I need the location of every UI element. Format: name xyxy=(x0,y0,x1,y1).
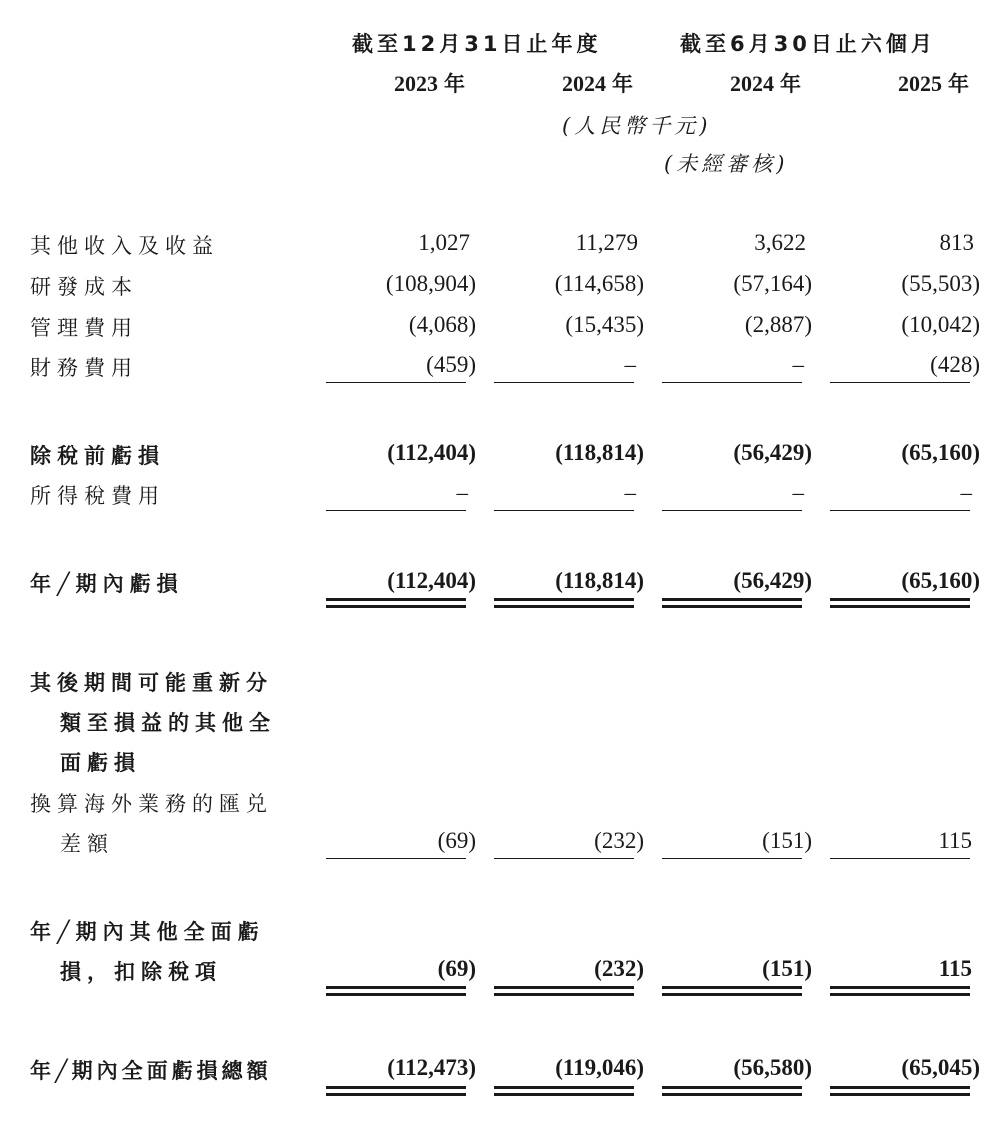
value-admin-expenses-col4: (10,042) xyxy=(901,312,980,337)
value-income-tax-col1: – xyxy=(456,480,468,505)
value-other-income-col3: 3,622 xyxy=(754,230,806,255)
year-header-col4: 2025 年 xyxy=(898,71,969,96)
value-fx-diff-col1: (69) xyxy=(437,828,476,853)
value-other-income-col4: 813 xyxy=(939,230,974,255)
tax-rule-col3 xyxy=(662,510,802,511)
fx-rule-col1 xyxy=(326,858,466,859)
double-rule-loss-col1 xyxy=(326,598,466,608)
row-label-fx-diff-line1: 換算海外業務的匯兑 xyxy=(30,792,273,816)
double-rule-total-col1 xyxy=(326,1086,466,1096)
value-total-comprehensive-loss-col1: (112,473) xyxy=(387,1055,476,1080)
value-other-income-col1: 1,027 xyxy=(418,230,470,255)
value-rd-cost-col2: (114,658) xyxy=(554,271,644,296)
value-admin-expenses-col1: (4,068) xyxy=(408,312,476,337)
section-label-oci-line1: 其後期間可能重新分 xyxy=(30,671,273,695)
header-fiscal-year-group: 截至12月31日止年度 xyxy=(352,32,602,56)
value-finance-costs-col3: – xyxy=(792,352,804,377)
section-label-oci-line2: 類至損益的其他全 xyxy=(60,711,276,735)
fx-rule-col3 xyxy=(662,858,802,859)
double-rule-total-col4 xyxy=(830,1086,970,1096)
value-loss-before-tax-col2: (118,814) xyxy=(555,440,644,465)
section-label-oci-line3: 面虧損 xyxy=(60,751,141,775)
value-total-comprehensive-loss-col3: (56,580) xyxy=(733,1055,812,1080)
value-other-income-col2: 11,279 xyxy=(575,230,638,255)
year-header-col2: 2024 年 xyxy=(562,71,633,96)
fx-rule-col4 xyxy=(830,858,970,859)
value-rd-cost-col3: (57,164) xyxy=(733,271,812,296)
double-rule-total-col3 xyxy=(662,1086,802,1096)
value-fx-diff-col4: 115 xyxy=(938,828,972,853)
row-label-admin-expenses: 管理費用 xyxy=(30,316,138,340)
value-fx-diff-col2: (232) xyxy=(594,828,644,853)
double-rule-loss-col3 xyxy=(662,598,802,608)
value-loss-for-period-col1: (112,404) xyxy=(387,568,476,593)
tax-rule-col1 xyxy=(326,510,466,511)
value-oci-total-col2: (232) xyxy=(594,956,644,981)
value-admin-expenses-col3: (2,887) xyxy=(744,312,812,337)
row-label-loss-for-period: 年╱期內虧損 xyxy=(30,572,184,596)
subtotal-rule-col2 xyxy=(494,382,634,383)
value-total-comprehensive-loss-col4: (65,045) xyxy=(901,1055,980,1080)
value-fx-diff-col3: (151) xyxy=(762,828,812,853)
row-label-total-comprehensive-loss: 年╱期內全面虧損總額 xyxy=(30,1059,272,1083)
subtotal-rule-col1 xyxy=(326,382,466,383)
value-loss-for-period-col2: (118,814) xyxy=(555,568,644,593)
value-finance-costs-col1: (459) xyxy=(426,352,476,377)
double-rule-oci-col3 xyxy=(662,986,802,996)
year-header-col3: 2024 年 xyxy=(730,71,801,96)
value-oci-total-col1: (69) xyxy=(437,956,476,981)
subtotal-rule-col3 xyxy=(662,382,802,383)
fx-rule-col2 xyxy=(494,858,634,859)
value-loss-before-tax-col4: (65,160) xyxy=(901,440,980,465)
value-loss-for-period-col3: (56,429) xyxy=(733,568,812,593)
tax-rule-col4 xyxy=(830,510,970,511)
row-label-oci-total-line1: 年╱期內其他全面虧 xyxy=(30,920,265,944)
row-label-other-income: 其他收入及收益 xyxy=(30,234,219,258)
value-rd-cost-col1: (108,904) xyxy=(385,271,476,296)
year-header-col1: 2023 年 xyxy=(394,71,465,96)
double-rule-total-col2 xyxy=(494,1086,634,1096)
value-finance-costs-col4: (428) xyxy=(930,352,980,377)
row-label-oci-total-line2: 損，扣除稅項 xyxy=(60,960,222,984)
value-loss-before-tax-col1: (112,404) xyxy=(387,440,476,465)
value-oci-total-col4: 115 xyxy=(938,956,972,981)
double-rule-oci-col2 xyxy=(494,986,634,996)
header-six-months-group: 截至6月30日止六個月 xyxy=(680,32,936,56)
unaudited-label: (未經審核) xyxy=(664,152,789,176)
value-rd-cost-col4: (55,503) xyxy=(901,271,980,296)
row-label-income-tax: 所得稅費用 xyxy=(30,484,165,508)
value-income-tax-col4: – xyxy=(960,480,972,505)
value-oci-total-col3: (151) xyxy=(762,956,812,981)
value-finance-costs-col2: – xyxy=(624,352,636,377)
unit-label: (人民幣千元) xyxy=(562,114,712,138)
double-rule-oci-col4 xyxy=(830,986,970,996)
row-label-finance-costs: 財務費用 xyxy=(30,356,138,380)
double-rule-loss-col4 xyxy=(830,598,970,608)
value-total-comprehensive-loss-col2: (119,046) xyxy=(555,1055,644,1080)
row-label-loss-before-tax: 除稅前虧損 xyxy=(30,444,165,468)
row-label-rd-cost: 研發成本 xyxy=(30,275,138,299)
double-rule-loss-col2 xyxy=(494,598,634,608)
value-income-tax-col3: – xyxy=(792,480,804,505)
tax-rule-col2 xyxy=(494,510,634,511)
value-loss-for-period-col4: (65,160) xyxy=(901,568,980,593)
row-label-fx-diff-line2: 差額 xyxy=(60,832,114,856)
value-admin-expenses-col2: (15,435) xyxy=(565,312,644,337)
subtotal-rule-col4 xyxy=(830,382,970,383)
value-income-tax-col2: – xyxy=(624,480,636,505)
double-rule-oci-col1 xyxy=(326,986,466,996)
value-loss-before-tax-col3: (56,429) xyxy=(733,440,812,465)
